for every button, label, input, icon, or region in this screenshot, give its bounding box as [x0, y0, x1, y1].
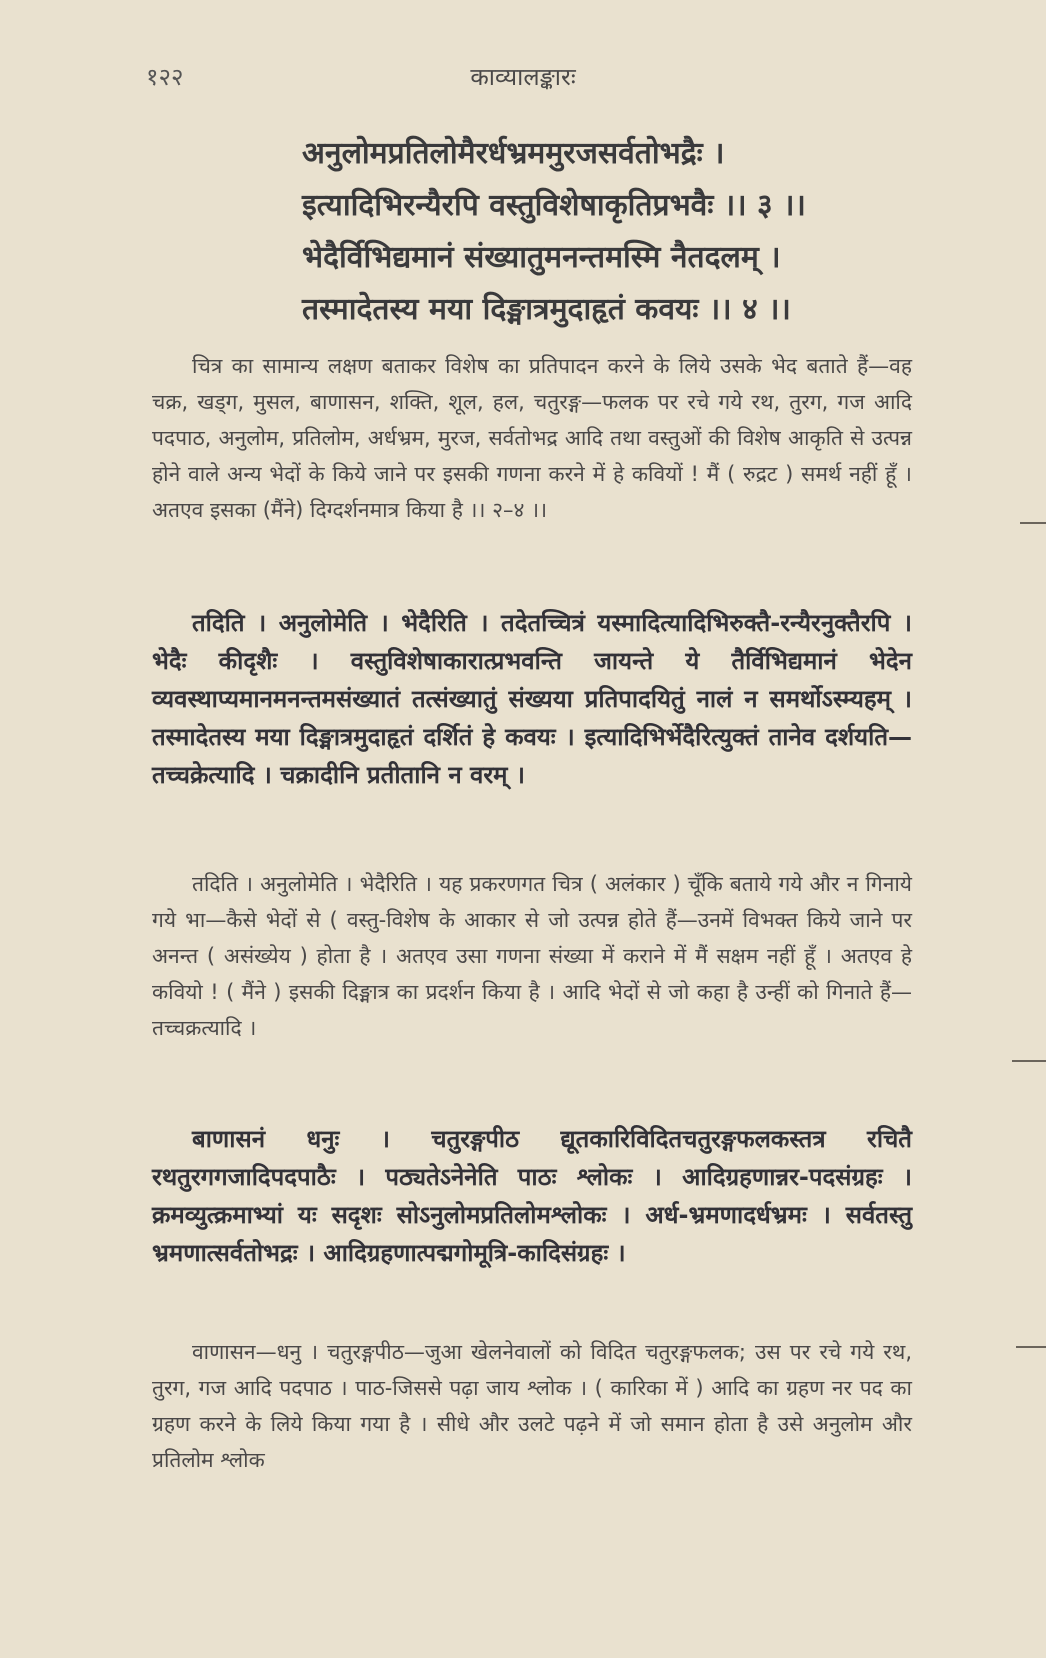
margin-mark: [1020, 522, 1046, 524]
verse-line-3: भेदैर्विभिद्यमानं संख्यातुमनन्तमस्मि नैतदलम् ।: [302, 240, 781, 275]
sanskrit-commentary-2: [152, 1120, 912, 1272]
paragraph-text: चित्र का सामान्य लक्षण बताकर विशेष का प्रतिपादन करने के लिये उसके भेद बताते हैं—वह चक्र, खड्ग, मुसल, बाणासन, शक्ति, शूल, हल, चतुरङ्ग—फलक पर रचे गये रथ, तुरग, गज आदि पदपाठ, अनुलोम, प्रतिलोम, अर्धभ्रम, मुरज, सर्वतोभद्र आदि तथा वस्तुओं की विशेष आकृति से उत्पन्न होने वाले अन्य भेदों के किये जाने पर इसकी गणना करने में हे कवियों ! मैं ( रुद्रट ) समर्थ नहीं हूँ । अतएव इसका (मैंने) दिग्दर्शनमात्र किया है ।। २–४ ।।: [152, 354, 912, 522]
verse-line-1: अनुलोमप्रतिलोमैरर्धभ्रममुरजसर्वतोभद्रैः ।: [302, 136, 725, 171]
paragraph-text: वाणासन—धनु । चतुरङ्गपीठ—जुआ खेलनेवालों को विदित चतुरङ्गफलक; उस पर रचे गये रथ, तुरग, गज आदि पदपाठ । पाठ-जिससे पढ़ा जाय श्लोक । ( कारिका में ) आदि का ग्रहण नर पद का ग्रहण करने के लिये किया गया है । सीधे और उलटे पढ़ने में जो समान होता है उसे अनुलोम और प्रतिलोम श्लोक: [152, 1340, 912, 1472]
margin-mark: [1012, 1060, 1046, 1062]
verse-block: [150, 128, 910, 336]
paragraph-text: बाणासनं धनुः । चतुरङ्गपीठ द्यूतकारिविदितचतुरङ्गफलकस्तत्र रचितै रथतुरगगजादिपदपाठैः । पठ्यतेऽनेनेति पाठः श्लोकः । आदिग्रहणान्नर-पदसंग्रहः । क्रमव्युत्क्रमाभ्यां यः सदृशः सोऽनुलोमप्रतिलोमश्लोकः । अर्ध-भ्रमणादर्धभ्रमः । सर्वतस्तु भ्रमणात्सर्वतोभद्रः । आदिग्रहणात्पद्मगोमूत्रि-कादिसंग्रहः ।: [152, 1125, 912, 1267]
paragraph-text: तदिति । अनुलोमेति । भेदैरिति । तदेतच्चित्रं यस्मादित्यादिभिरुक्तै-रन्यैरनुक्तैरपि । भेदैः कीदृशैः । वस्तुविशेषाकारात्प्रभवन्ति जायन्ते ये तैर्विभिद्यमानं भेदेन व्यवस्थाप्यमानमनन्तमसंख्यातं तत्संख्यातुं संख्यया प्रतिपादयितुं नालं न समर्थोऽस्म्यहम् । तस्मादेतस्य मया दिङ्मात्रमुदाहृतं दर्शितं हे कवयः । इत्यादिभिर्भेदैरित्युक्तं तानेव दर्शयति—तच्चक्रेत्यादि । चक्रादीनि प्रतीतानि न वरम् ।: [152, 609, 912, 789]
running-title: काव्यालङ्कारः: [470, 63, 576, 91]
page-header: [0, 60, 1046, 100]
hindi-translation-2: [152, 866, 912, 1046]
paragraph-text: तदिति । अनुलोमेति । भेदैरिति । यह प्रकरणगत चित्र ( अलंकार ) चूँकि बताये गये और न गिनाये गये भा—कैसे भेदों से ( वस्तु-विशेष के आकार से जो उत्पन्न होते हैं—उनमें विभक्त किये जाने पर अनन्त ( असंख्येय ) होता है । अतएव उसा गणना संख्या में कराने में मैं सक्षम नहीं हूँ । अतएव हे कवियो ! ( मैंने ) इसकी दिङ्मात्र का प्रदर्शन किया है । आदि भेदों से जो कहा है उन्हीं को गिनाते हैं—तच्चक्रत्यादि ।: [152, 872, 912, 1040]
hindi-translation-1: [152, 348, 912, 528]
verse-line-4: तस्मादेतस्य मया दिङ्मात्रमुदाहृतं कवयः ।। ४ ।।: [302, 292, 791, 327]
sanskrit-commentary-1: [152, 604, 912, 794]
page-number: १२२: [146, 63, 184, 91]
verse-line-2: इत्यादिभिरन्यैरपि वस्तुविशेषाकृतिप्रभवैः ।। ३ ।।: [302, 188, 806, 223]
margin-mark: [1016, 1346, 1046, 1348]
hindi-translation-3: [152, 1334, 912, 1478]
